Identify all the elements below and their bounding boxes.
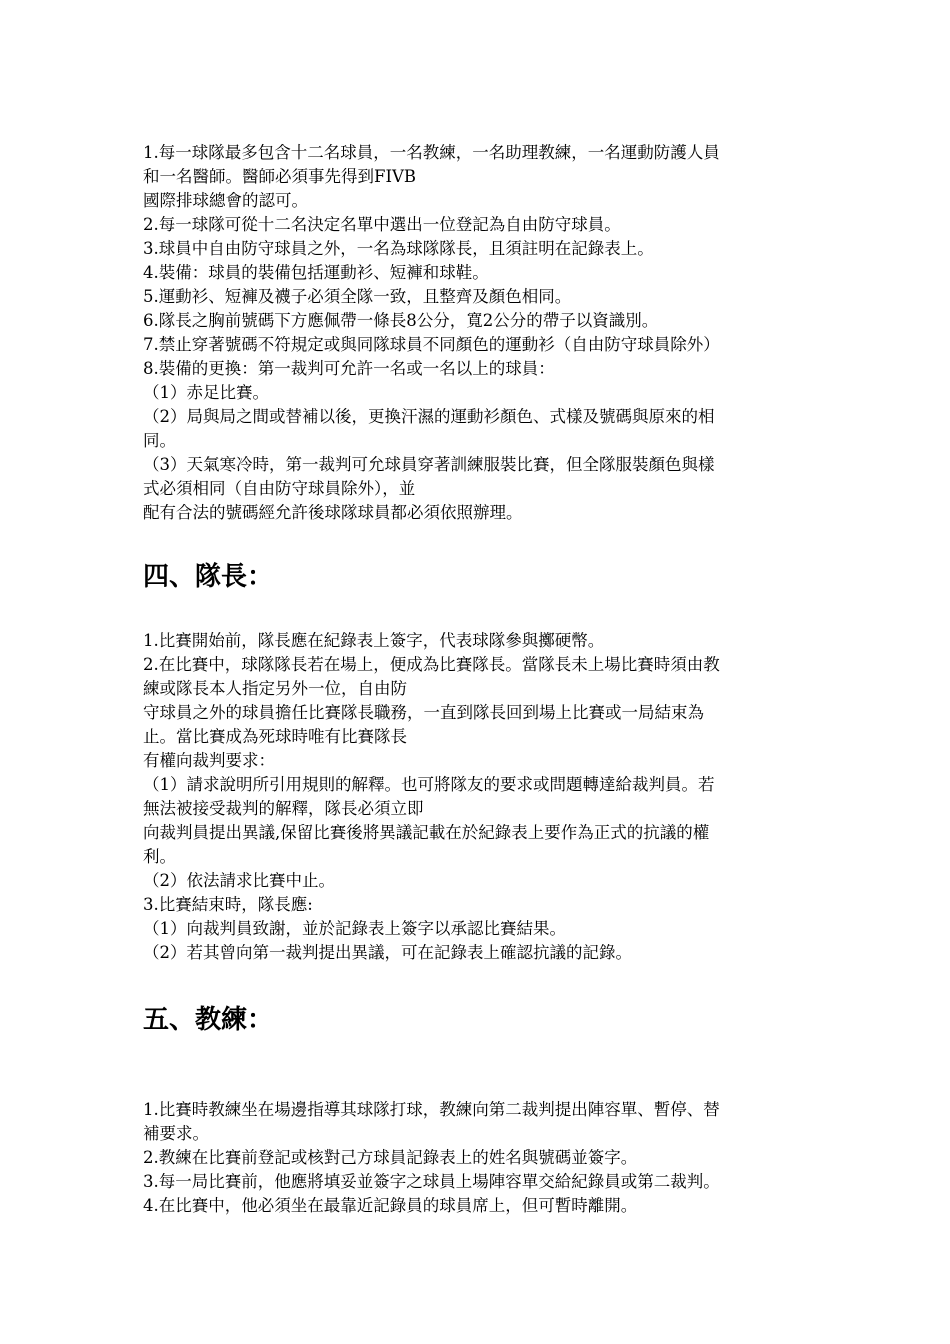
text-line: 1.每一球隊最多包含十二名球員，一名教練，一名助理教練，一名運動防護人員	[143, 143, 720, 162]
text-line: 國際排球總會的認可。	[143, 191, 308, 210]
captain-section-heading: 四、隊長：	[143, 562, 274, 592]
text-line: 配有合法的號碼經允許後球隊球員都必須依照辦理。	[143, 503, 523, 522]
text-line: 2.在比賽中，球隊隊長若在場上，便成為比賽隊長。當隊長未上場比賽時須由教	[143, 655, 720, 674]
text-line: （2）若其曾向第一裁判提出異議，可在記錄表上確認抗議的記錄。	[143, 943, 632, 962]
text-line: 和一名醫師。醫師必須事先得到FIVB	[143, 167, 417, 186]
text-line: 6.隊長之胸前號碼下方應佩帶一條長8公分，寬2公分的帶子以資識別。	[143, 311, 659, 330]
text-line: （1）請求說明所引用規則的解釋。也可將隊友的要求或問題轉達給裁判員。若	[143, 775, 715, 794]
text-line: 3.球員中自由防守球員之外，一名為球隊隊長，且須註明在記錄表上。	[143, 239, 654, 258]
text-line: 7.禁止穿著號碼不符規定或與同隊球員不同顏色的運動衫（自由防守球員除外）	[143, 335, 720, 354]
text-line: 向裁判員提出異議,保留比賽後將異議記載在於紀錄表上要作為正式的抗議的權	[143, 823, 710, 842]
text-line: （2）局與局之間或替補以後，更換汗濕的運動衫顏色、式樣及號碼與原來的相	[143, 407, 715, 426]
text-line: 止。當比賽成為死球時唯有比賽隊長	[143, 727, 407, 746]
text-line: 1.比賽時教練坐在場邊指導其球隊打球，教練向第二裁判提出陣容單、暫停、替	[143, 1100, 720, 1119]
text-line: 5.運動衫、短褲及襪子必須全隊一致，且整齊及顏色相同。	[143, 287, 572, 306]
text-line: 8.裝備的更換：第一裁判可允許一名或一名以上的球員：	[143, 359, 555, 378]
text-line: 式必須相同（自由防守球員除外），並	[143, 479, 416, 498]
text-line: 同。	[143, 431, 176, 450]
text-line: 補要求。	[143, 1124, 209, 1143]
text-line: （1）赤足比賽。	[143, 383, 269, 402]
coach-rules-section	[143, 1098, 720, 1218]
text-line: （3）天氣寒冷時，第一裁判可允球員穿著訓練服裝比賽，但全隊服裝顏色與樣	[143, 455, 715, 474]
text-line: 2.每一球隊可從十二名決定名單中選出一位登記為自由防守球員。	[143, 215, 621, 234]
text-line: 3.比賽結束時，隊長應:	[143, 895, 313, 914]
text-line: 1.比賽開始前，隊長應在紀錄表上簽字，代表球隊參與擲硬幣。	[143, 631, 605, 650]
equipment-rules-section	[143, 141, 720, 525]
text-line: 守球員之外的球員擔任比賽隊長職務，一直到隊長回到場上比賽或一局結束為	[143, 703, 704, 722]
text-line: 練或隊長本人指定另外一位，自由防	[143, 679, 407, 698]
text-line: 4.在比賽中，他必須坐在最靠近記錄員的球員席上，但可暫時離開。	[143, 1196, 638, 1215]
text-line: （1）向裁判員致謝，並於記錄表上簽字以承認比賽結果。	[143, 919, 566, 938]
text-line: 有權向裁判要求：	[143, 751, 275, 770]
text-line: 3.每一局比賽前，他應將填妥並簽字之球員上場陣容單交給紀錄員或第二裁判。	[143, 1172, 720, 1191]
text-line: 利。	[143, 847, 176, 866]
text-line: 2.教練在比賽前登記或核對己方球員記錄表上的姓名與號碼並簽字。	[143, 1148, 638, 1167]
text-line: （2）依法請求比賽中止。	[143, 871, 335, 890]
text-line: 無法被接受裁判的解釋，隊長必須立即	[143, 799, 424, 818]
captain-rules-section	[143, 629, 720, 965]
text-line: 4.裝備：球員的裝備包括運動衫、短褲和球鞋。	[143, 263, 489, 282]
coach-section-heading: 五、教練：	[143, 1005, 274, 1035]
